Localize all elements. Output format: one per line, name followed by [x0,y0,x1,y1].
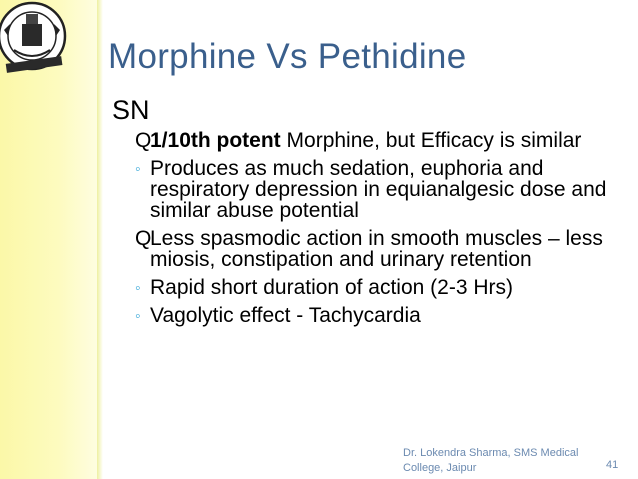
footer-author: Dr. Lokendra Sharma, SMS Medical College, Jaipur [403,447,579,474]
list-item [112,277,627,298]
college-emblem-logo [0,0,74,82]
item-text: Rapid short duration of action (2-3 Hrs) [150,276,513,299]
item-marker: Q [135,227,152,250]
list-item [112,305,627,326]
list-item [112,228,627,270]
item-text: Morphine, but Efficacy is similar [280,129,582,152]
item-marker: Q [135,129,152,152]
slide-content [112,94,627,333]
item-text: Vagolytic effect - Tachycardia [150,304,421,327]
section-heading: SN [112,95,150,125]
list-item [112,158,627,221]
item-text: Less spasmodic action in smooth muscles – less miosis, constipation and urinary retention [150,227,603,271]
page-number: 41 [606,459,619,471]
bullet-icon: ◦ [135,280,141,297]
bullet-icon: ◦ [135,161,141,178]
item-bold-text: 1/10th potent [150,129,281,152]
slide-title: Morphine Vs Pethidine [108,37,467,76]
band-edge [97,0,103,479]
list-item [112,130,627,151]
item-text: Produces as much sedation, euphoria and respiratory depression in equianalgesic dose and similar abuse potential [150,157,607,222]
bullet-icon: ◦ [135,308,141,325]
